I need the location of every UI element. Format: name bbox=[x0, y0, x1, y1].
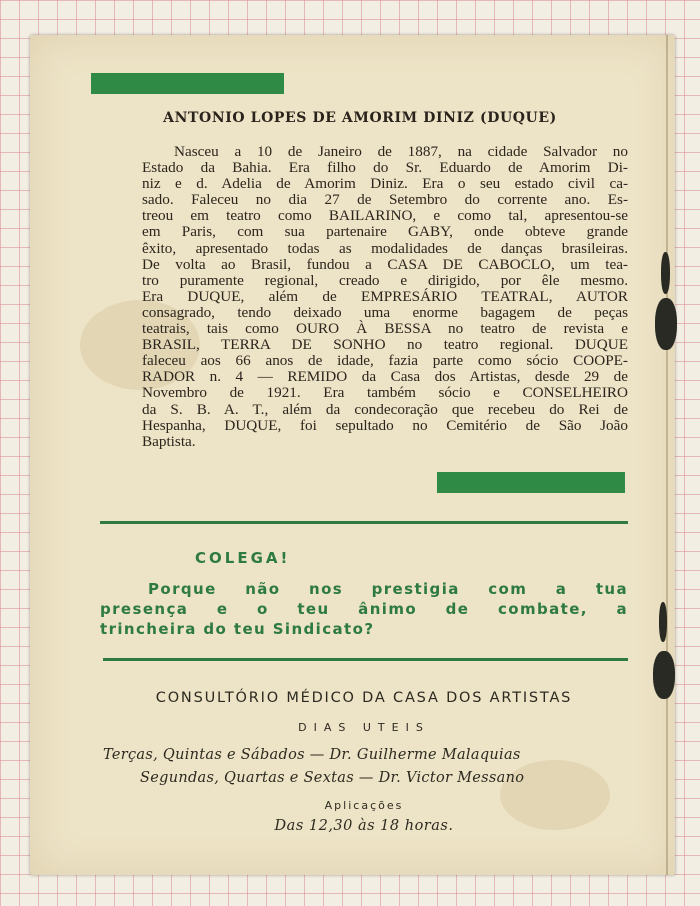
appeal-heading: COLEGA! bbox=[195, 549, 291, 567]
page-fold-line bbox=[666, 35, 668, 875]
biography-line: teatrais, tais como OURO À BESSA no teatro de revista e bbox=[142, 320, 628, 338]
schedule-line-2: Segundas, Quartas e Sextas — Dr. Victor Messano bbox=[140, 770, 525, 786]
biography-line: Era DUQUE, além de EMPRESÁRIO TEATRAL, AUTOR bbox=[142, 287, 628, 305]
appeal-line: trincheira do teu Sindicato? bbox=[100, 620, 375, 638]
biography-line: Novembro de 1921. Era também sócio e CONSELHEIRO bbox=[142, 384, 628, 402]
biography-line: De volta ao Brasil, fundou a CASA DE CABOCLO, um tea- bbox=[142, 255, 628, 273]
divider-rule bbox=[100, 521, 628, 524]
biography-line: tro puramente regional, creado e dirigido, por êle mesmo. bbox=[142, 271, 628, 289]
green-footer-bar bbox=[437, 472, 625, 493]
biography-line: Baptista. bbox=[142, 432, 196, 450]
page-title: ANTONIO LOPES DE AMORIM DINIZ (DUQUE) bbox=[163, 110, 557, 126]
biography-line: consagrado, tendo deixado uma enorme bagagem de peças bbox=[142, 303, 628, 321]
appeal-text bbox=[100, 579, 628, 639]
biography-line: em Paris, com sua partenaire GABY, onde obteve grande bbox=[142, 223, 628, 241]
aplicacoes-label: Aplicações bbox=[324, 799, 404, 812]
binding-hole bbox=[659, 602, 667, 642]
biography-line: Estado da Bahia. Era filho do Sr. Eduardo de Amorim Di- bbox=[142, 159, 628, 177]
binding-hole bbox=[661, 252, 670, 294]
biography-line: BRASIL, TERRA DE SONHO no teatro regional. DUQUE bbox=[142, 336, 628, 354]
dias-uteis-label: DIAS UTEIS bbox=[298, 721, 430, 734]
biography-text bbox=[142, 144, 628, 450]
biography-line: treou em teatro como BAILARINO, e como tal, apresentou-se bbox=[142, 207, 628, 225]
biography-line: sado. Faleceu no dia 27 de Setembro do corrente ano. Es- bbox=[142, 191, 628, 209]
consultorio-heading: CONSULTÓRIO MÉDICO DA CASA DOS ARTISTAS bbox=[155, 690, 573, 706]
biography-line: êxito, apresentado todas as modalidades de danças brasileiras. bbox=[142, 239, 628, 257]
hours-text: Das 12,30 às 18 horas. bbox=[274, 818, 454, 834]
biography-line: faleceu aos 66 anos de idade, fazia parte como sócio COOPE- bbox=[142, 352, 628, 370]
biography-line: niz e d. Adelia de Amorim Diniz. Era o seu estado civil ca- bbox=[142, 175, 628, 193]
biography-line: RADOR n. 4 — REMIDO da Casa dos Artistas, desde 29 de bbox=[142, 368, 628, 386]
green-header-bar bbox=[91, 73, 284, 94]
biography-line: Nasceu a 10 de Janeiro de 1887, na cidade Salvador no bbox=[174, 143, 628, 160]
binding-hole bbox=[655, 298, 677, 350]
appeal-line: presença e o teu ânimo de combate, a bbox=[100, 600, 628, 618]
schedule-line-1: Terças, Quintas e Sábados — Dr. Guilherme Malaquias bbox=[103, 747, 521, 763]
biography-line: Hespanha, DUQUE, foi sepultado no Cemitério de São João bbox=[142, 416, 628, 434]
divider-rule bbox=[103, 658, 628, 661]
appeal-line: Porque não nos prestigia com a tua bbox=[148, 580, 628, 598]
biography-line: da S. B. A. T., além da condecoração que recebeu do Rei de bbox=[142, 400, 628, 418]
binding-hole bbox=[653, 651, 675, 699]
